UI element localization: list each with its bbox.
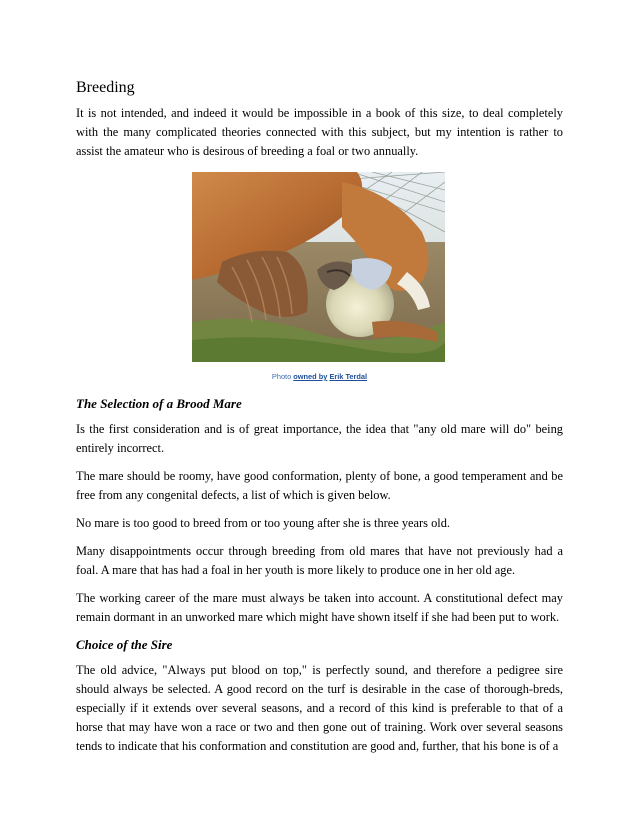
paragraph: The old advice, "Always put blood on top," is perfectly sound, and therefore a pedigree sire should always be selected. A good record on the turf is desirable in the case of thorough-breds, especially if it extends over several seasons, and a record of this kind is preferable to that of a horse that may have won a race or two and then gone out of training. Work over several seasons tends to indicate that his conformation and constitution are good and, further, that his bone is of a	[76, 663, 563, 753]
paragraph: No mare is too good to breed from or too young after she is three years old.	[76, 516, 451, 530]
paragraph: The mare should be roomy, have good conformation, plenty of bone, a good temperament and be free from any congenital defects, a list of which is given below.	[76, 469, 563, 502]
author-link[interactable]: Erik Terdal	[329, 372, 368, 381]
page-content	[76, 78, 563, 765]
section-heading-brood-mare: The Selection of a Brood Mare	[76, 396, 242, 411]
photo-caption	[76, 372, 563, 382]
foaling-photo	[192, 172, 445, 362]
paragraph: Is the first consideration and is of great importance, the idea that "any old mare will do" being entirely incorrect.	[76, 422, 563, 455]
section-heading-sire: Choice of the Sire	[76, 637, 173, 652]
page-title: Breeding	[76, 79, 135, 96]
owned-by-link[interactable]: owned by	[293, 372, 328, 381]
paragraph: Many disappointments occur through breeding from old mares that have not previously had a foal. A mare that has had a foal in her youth is more likely to produce one in her old age.	[76, 544, 563, 577]
caption-prefix: Photo	[271, 372, 294, 381]
paragraph: The working career of the mare must always be taken into account. A constitutional defect may remain dormant in an unworked mare which might have shown itself if she had been put to work.	[76, 591, 563, 624]
intro-paragraph: It is not intended, and indeed it would be impossible in a book of this size, to deal completely with the many complicated theories connected with this subject, but my intention is rather to assist the amateur who is desirous of breeding a foal or two annually.	[76, 106, 563, 158]
